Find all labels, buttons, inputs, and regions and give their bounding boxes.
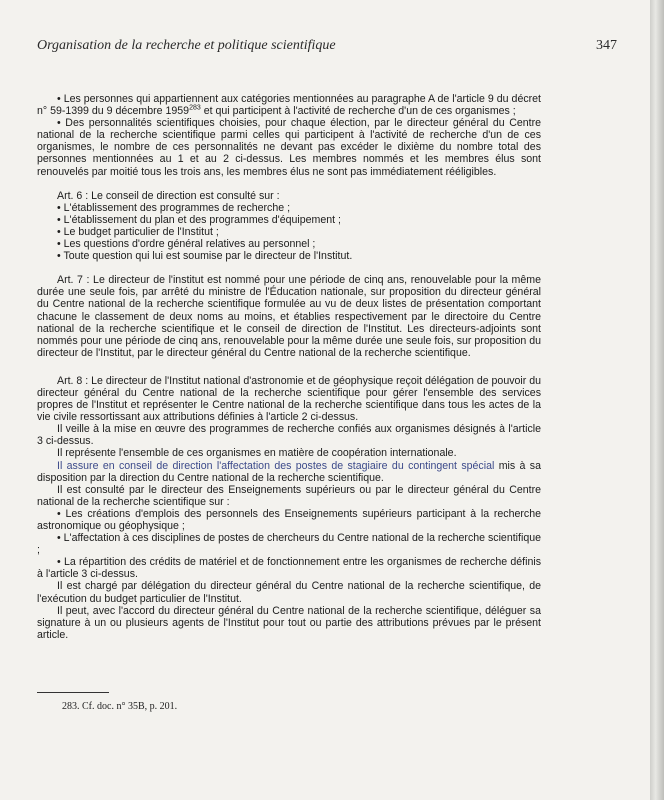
article-8-paragraph: Art. 8 : Le directeur de l'Institut national d'astronomie et de géophysique reçoit délégation de pouvoir du directeur général du Centre national de la recherche scientifique pour gérer l'ensemble des services propres de l'Institut et représenter le Centre national de la recherche scientifique dans tous les actes de la vie civile ressortissant aux attributions définies à l'article 2 ci-dessus. xyxy=(37,374,542,424)
paragraph: Il veille à la mise en œuvre des programmes de recherche confiés aux organismes désignés à l'article 3 ci-dessus. xyxy=(37,423,541,448)
list-item: • La répartition des crédits de matériel et de fonctionnement entre les organismes de recherche définis à l'article 3 ci-dessus. xyxy=(37,556,541,581)
paragraph: Il assure en conseil de direction l'affectation des postes de stagiaire du contingent spécial mis à sa disposition par la direction du Centre national de la recherche scientifique. xyxy=(37,459,541,484)
page-body xyxy=(37,93,541,641)
highlighted-text: Il assure en conseil de direction l'affectation des postes de stagiaire du contingent spécial xyxy=(57,459,495,472)
page-number: 347 xyxy=(596,38,617,53)
paragraph: Il est consulté par le directeur des Enseignements supérieurs ou par le directeur général du Centre national de la recherche scientifique sur : xyxy=(37,483,541,508)
paragraph: Il est chargé par délégation du directeur général du Centre national de la recherche scientifique, de l'exécution du budget particulier de l'Institut. xyxy=(37,580,541,605)
paragraph: Il représente l'ensemble de ces organismes en matière de coopération internationale. xyxy=(57,447,457,460)
bullet-paragraph: • Des personnalités scientifiques choisies, pour chaque élection, par le directeur général du Centre national de la recherche scientifique parmi celles qui participent à l'activité de recherche d'un de ces organismes, le nombre de ces personnalités ne devant pas excéder le dixième du nombre total des personnes mentionnées au 1 et au 2 ci-dessus. Les membres nommés et les membres élus sont renouvelés par moitié tous les trois ans, les membres élus ne sont pas immédiatement rééligibles. xyxy=(37,117,541,178)
list-item: • L'affectation à ces disciplines de postes de chercheurs du Centre national de la recherche scientifique ; xyxy=(37,532,541,557)
list-item: • L'établissement des programmes de recherche ; xyxy=(57,201,291,214)
list-item: • Le budget particulier de l'Institut ; xyxy=(57,225,219,238)
page-edge xyxy=(650,0,664,800)
paragraph: Il peut, avec l'accord du directeur général du Centre national de la recherche scientifique, déléguer sa signature à un ou plusieurs agents de l'Institut pour tout ou partie des attributions prévues par le présent article. xyxy=(37,604,541,641)
article-6-heading: Art. 6 : Le conseil de direction est consulté sur : xyxy=(57,189,280,202)
list-item: • Toute question qui lui est soumise par le directeur de l'Institut. xyxy=(57,250,353,263)
running-title: Organisation de la recherche et politique scientifique xyxy=(37,38,336,53)
article-7-paragraph: Art. 7 : Le directeur de l'institut est nommé pour une période de cinq ans, renouvelable pour la même durée une seule fois, par arrêté du ministre de l'Éducation nationale, sur proposition du directeur général du Centre national de la recherche scientifique formulée au vu de deux listes de présentation comportant chacune le classement de deux noms au moins, et établies respectivement par le directoire du Centre national de la recherche scientifique et le conseil de direction de l'Institut. Les directeurs-adjoints sont nommés pour une période de cinq ans, renouvelable pour la même durée une seule fois, sur proposition du directeur de l'Institut, par le directeur général du Centre national de la recherche scientifique. xyxy=(37,274,541,359)
list-item: • Les questions d'ordre général relatives au personnel ; xyxy=(57,238,316,251)
running-header xyxy=(37,38,617,60)
list-item: • L'établissement du plan et des programmes d'équipement ; xyxy=(57,213,341,226)
footnote-divider xyxy=(37,692,109,693)
footnote-ref: 283 xyxy=(189,104,201,112)
bullet-paragraph: • Les personnes qui appartiennent aux catégories mentionnées au paragraphe A de l'article 9 du décret n° 59-1399 du 9 décembre 1959$^{283}$ et qui participent à l'activité de recherche d'un de ces organismes ; xyxy=(37,93,541,118)
footnote: 283. Cf. doc. n° 35B, p. 201. xyxy=(62,701,178,712)
list-item: • Les créations d'emplois des personnels des Enseignements supérieurs participant à la recherche astronomique ou géophysique ; xyxy=(37,507,541,532)
